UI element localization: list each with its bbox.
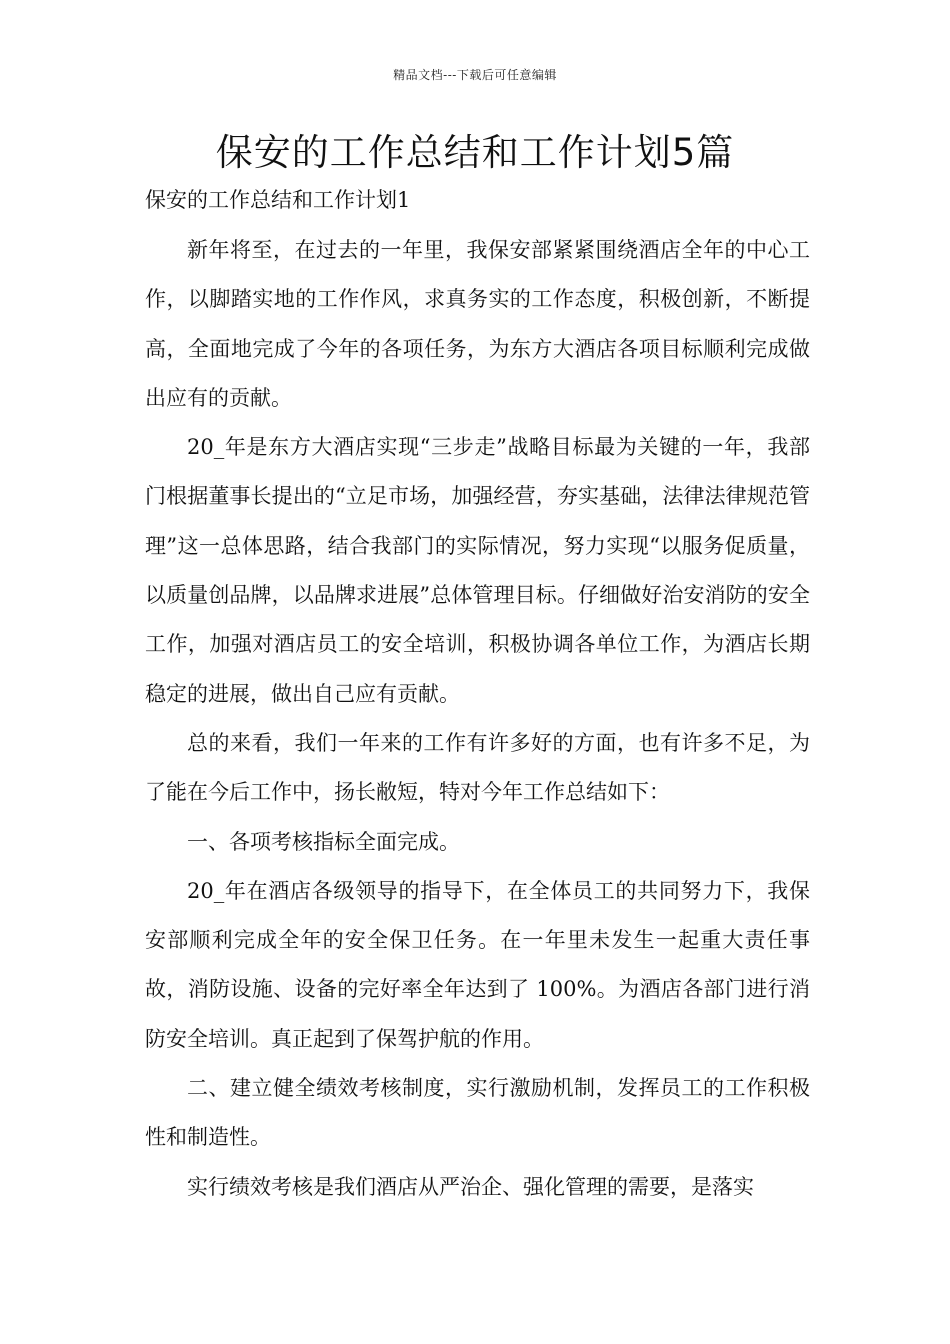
- paragraph: 20_年是东方大酒店实现“三步走”战略目标最为关键的一年，我部门根据董事长提出的“立足市场，加强经营，夯实基础，法律法律规范管理”这一总体思路，结合我部门的实际情况，努力实现“以服务促质量，以质量创品牌，以品牌求进展”总体管理目标。仔细做好治安消防的安全工作，加强对酒店员工的安全培训，积极协调各单位工作，为酒店长期稳定的进展，做出自己应有贡献。: [145, 435, 810, 706]
- paragraph: 实行绩效考核是我们酒店从严治企、强化管理的需要，是落实: [187, 1174, 754, 1199]
- paragraph: 二、建立健全绩效考核制度，实行激励机制，发挥员工的工作积极性和制造性。: [145, 1076, 810, 1150]
- paragraph: 新年将至，在过去的一年里，我保安部紧紧围绕酒店全年的中心工作，以脚踏实地的工作作风，求真务实的工作态度，积极创新，不断提高，全面地完成了今年的各项任务，为东方大酒店各项目标顺利完成做出应有的贡献。: [145, 238, 810, 410]
- paragraph: 一、各项考核指标全面完成。: [187, 829, 460, 854]
- header-note: 精品文档---下载后可任意编辑: [393, 68, 557, 82]
- section-subtitle: 保安的工作总结和工作计划1: [145, 188, 411, 212]
- paragraph: 总的来看，我们一年来的工作有许多好的方面，也有许多不足，为了能在今后工作中，扬长敝短，特对今年工作总结如下：: [145, 730, 810, 805]
- paragraph: 20_年在酒店各级领导的指导下，在全体员工的共同努力下，我保安部顺利完成全年的安全保卫任务。在一年里未发生一起重大责任事故，消防设施、设备的完好率全年达到了 100%。为酒店各部门进行消防安全培训。真正起到了保驾护航的作用。: [145, 878, 810, 1051]
- document-title: 保安的工作总结和工作计划5篇: [215, 131, 735, 174]
- document-body: [145, 226, 810, 1212]
